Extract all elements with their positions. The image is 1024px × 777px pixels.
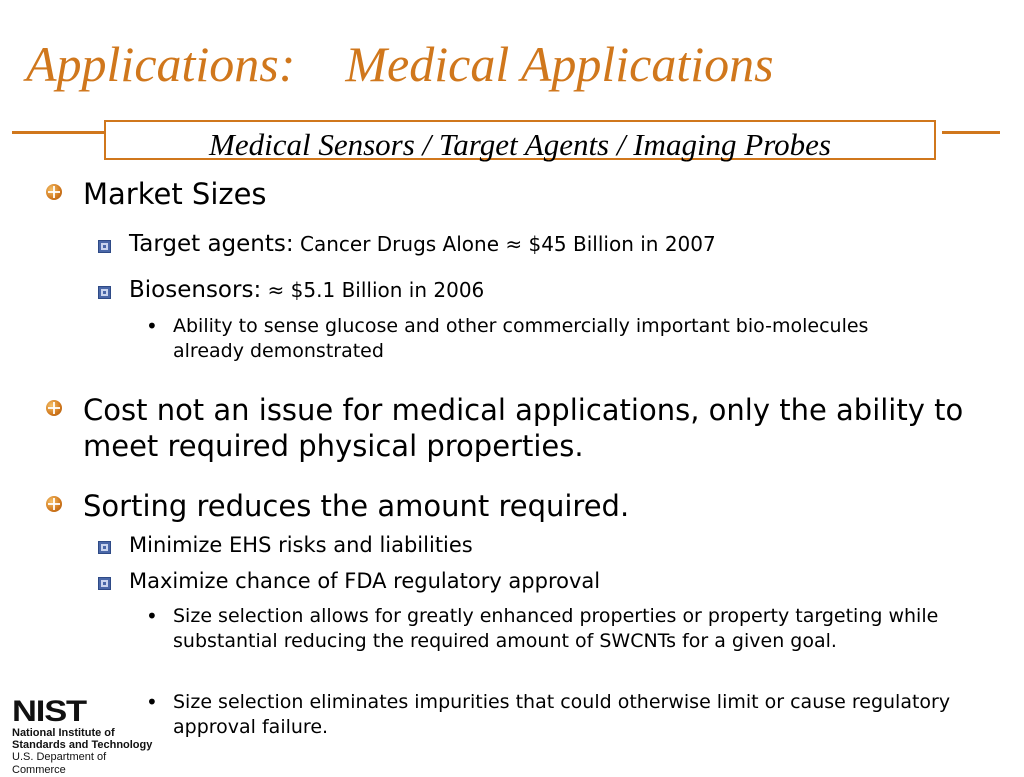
square-bullet-icon [98, 541, 111, 554]
subtitle-box [104, 120, 936, 160]
dot-bullet-icon: • [146, 314, 158, 338]
bullet-size-selection-2: Size selection eliminates impurities that could otherwise limit or cause regulatory approval failure. [173, 691, 951, 738]
nist-wordmark: NIST [12, 695, 86, 728]
target-agents-value: Cancer Drugs Alone ≈ $45 Billion in 2007 [293, 232, 716, 256]
bullet-fda: Maximize chance of FDA regulatory approval [129, 569, 601, 593]
bullet-market-sizes: Market Sizes [83, 177, 267, 211]
target-agents-label: Target agents: [129, 231, 294, 257]
dot-bullet-icon: • [146, 690, 158, 714]
nist-name-line2: Standards and Technology [12, 739, 153, 751]
nist-name-line1: National Institute of [12, 727, 115, 739]
square-bullet-icon [98, 286, 111, 299]
bullet-target-agents [129, 229, 989, 259]
bullet-size-selection-1: Size selection allows for greatly enhanced properties or property targeting while substantial reducing the required amount of SWCNTs for a given goal. [173, 605, 939, 652]
title-rule-left [12, 131, 104, 134]
square-bullet-icon [98, 577, 111, 590]
square-bullet-icon [98, 240, 111, 253]
biosensors-value: ≈ $5.1 Billion in 2006 [261, 278, 485, 302]
orange-bullet-icon [46, 400, 62, 416]
nist-logo [12, 697, 157, 777]
biosensors-label: Biosensors: [129, 277, 262, 303]
slide-title: Applications: Medical Applications [26, 36, 774, 92]
bullet-biosensors-detail: Ability to sense glucose and other commercially important bio-molecules already demonstrated [173, 315, 869, 362]
slide-subtitle: Medical Sensors / Target Agents / Imaging Probes [209, 127, 831, 162]
orange-bullet-icon [46, 496, 62, 512]
bullet-ehs: Minimize EHS risks and liabilities [129, 533, 473, 557]
title-rule-right [942, 131, 1000, 134]
bullet-cost: Cost not an issue for medical applications, only the ability to meet required physical properties. [83, 393, 964, 463]
orange-bullet-icon [46, 184, 62, 200]
bullet-biosensors [129, 275, 989, 305]
dot-bullet-icon: • [146, 604, 158, 628]
nist-department: U.S. Department of Commerce [12, 751, 107, 776]
bullet-sorting: Sorting reduces the amount required. [83, 489, 630, 523]
